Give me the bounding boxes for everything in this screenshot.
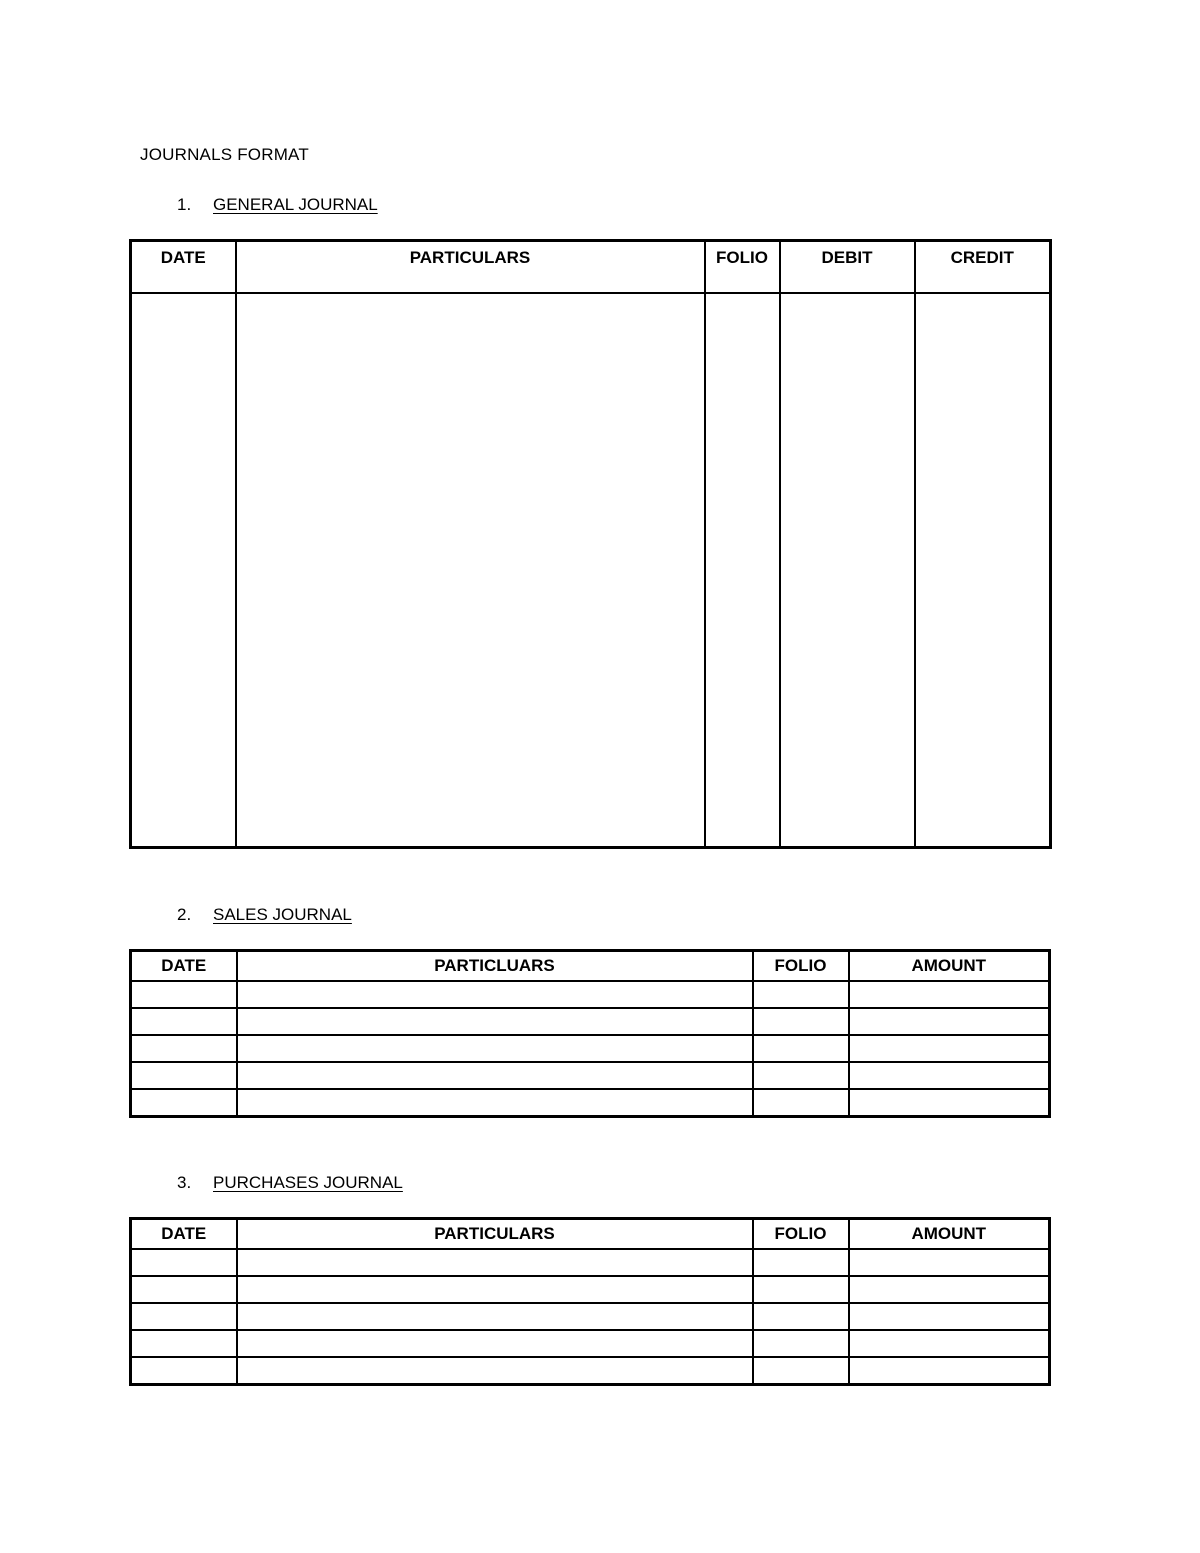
folio-cell[interactable]: [753, 981, 849, 1008]
table-row: [131, 1249, 1050, 1276]
column-header-particulars: PARTICULARS: [236, 241, 705, 293]
general-journal-number: 1.: [177, 195, 192, 214]
purchases-journal-title: PURCHASES JOURNAL: [213, 1173, 403, 1192]
amount-cell[interactable]: [849, 1089, 1050, 1117]
folio-cell[interactable]: [753, 1357, 849, 1385]
folio-cell[interactable]: [753, 1089, 849, 1117]
particulars-cell[interactable]: [237, 1303, 753, 1330]
column-header-date: DATE: [131, 241, 236, 293]
folio-cell[interactable]: [753, 1249, 849, 1276]
date-cell[interactable]: [131, 1357, 237, 1385]
amount-cell[interactable]: [849, 1330, 1050, 1357]
date-cell[interactable]: [131, 1276, 237, 1303]
column-header-date: DATE: [131, 1219, 237, 1250]
sales-journal-heading: [177, 905, 352, 925]
date-cell[interactable]: [131, 1035, 237, 1062]
amount-cell[interactable]: [849, 1062, 1050, 1089]
amount-cell[interactable]: [849, 1357, 1050, 1385]
particulars-cell[interactable]: [237, 1330, 753, 1357]
column-header-date: DATE: [131, 951, 237, 982]
date-cell[interactable]: [131, 1249, 237, 1276]
table-row: [131, 293, 1051, 848]
folio-cell[interactable]: [753, 1330, 849, 1357]
sales-journal-number: 2.: [177, 905, 192, 924]
particulars-cell[interactable]: [237, 1276, 753, 1303]
purchases-journal-heading: [177, 1173, 403, 1193]
date-cell[interactable]: [131, 1330, 237, 1357]
column-header-folio: FOLIO: [753, 1219, 849, 1250]
date-cell[interactable]: [131, 293, 236, 848]
sales-journal-header-row: [131, 951, 1050, 982]
date-cell[interactable]: [131, 981, 237, 1008]
folio-cell[interactable]: [705, 293, 780, 848]
column-header-credit: CREDIT: [915, 241, 1051, 293]
general-journal-table: [129, 239, 1052, 849]
amount-cell[interactable]: [849, 1249, 1050, 1276]
date-cell[interactable]: [131, 1008, 237, 1035]
table-row: [131, 1062, 1050, 1089]
date-cell[interactable]: [131, 1089, 237, 1117]
credit-cell[interactable]: [915, 293, 1051, 848]
date-cell[interactable]: [131, 1303, 237, 1330]
column-header-particulars: PARTICULARS: [237, 1219, 753, 1250]
purchases-journal-number: 3.: [177, 1173, 192, 1192]
general-journal-header-row: [131, 241, 1051, 293]
table-row: [131, 981, 1050, 1008]
table-row: [131, 1089, 1050, 1117]
document-title: JOURNALS FORMAT: [140, 145, 309, 164]
table-row: [131, 1357, 1050, 1385]
table-row: [131, 1035, 1050, 1062]
amount-cell[interactable]: [849, 1276, 1050, 1303]
table-row: [131, 1330, 1050, 1357]
general-journal-heading: [177, 195, 378, 215]
column-header-debit: DEBIT: [780, 241, 915, 293]
particulars-cell[interactable]: [236, 293, 705, 848]
general-journal-title: GENERAL JOURNAL: [213, 195, 378, 214]
column-header-amount: AMOUNT: [849, 1219, 1050, 1250]
particulars-cell[interactable]: [237, 1357, 753, 1385]
amount-cell[interactable]: [849, 1008, 1050, 1035]
debit-cell[interactable]: [780, 293, 915, 848]
particulars-cell[interactable]: [237, 981, 753, 1008]
sales-journal-title: SALES JOURNAL: [213, 905, 352, 924]
column-header-particulars: PARTICLUARS: [237, 951, 753, 982]
particulars-cell[interactable]: [237, 1089, 753, 1117]
particulars-cell[interactable]: [237, 1008, 753, 1035]
amount-cell[interactable]: [849, 1303, 1050, 1330]
table-row: [131, 1008, 1050, 1035]
column-header-amount: AMOUNT: [849, 951, 1050, 982]
amount-cell[interactable]: [849, 981, 1050, 1008]
folio-cell[interactable]: [753, 1276, 849, 1303]
amount-cell[interactable]: [849, 1035, 1050, 1062]
folio-cell[interactable]: [753, 1062, 849, 1089]
folio-cell[interactable]: [753, 1303, 849, 1330]
purchases-journal-table: [129, 1217, 1051, 1386]
folio-cell[interactable]: [753, 1008, 849, 1035]
sales-journal-table: [129, 949, 1051, 1118]
table-row: [131, 1303, 1050, 1330]
column-header-folio: FOLIO: [753, 951, 849, 982]
particulars-cell[interactable]: [237, 1035, 753, 1062]
particulars-cell[interactable]: [237, 1249, 753, 1276]
purchases-journal-header-row: [131, 1219, 1050, 1250]
date-cell[interactable]: [131, 1062, 237, 1089]
particulars-cell[interactable]: [237, 1062, 753, 1089]
folio-cell[interactable]: [753, 1035, 849, 1062]
table-row: [131, 1276, 1050, 1303]
column-header-folio: FOLIO: [705, 241, 780, 293]
